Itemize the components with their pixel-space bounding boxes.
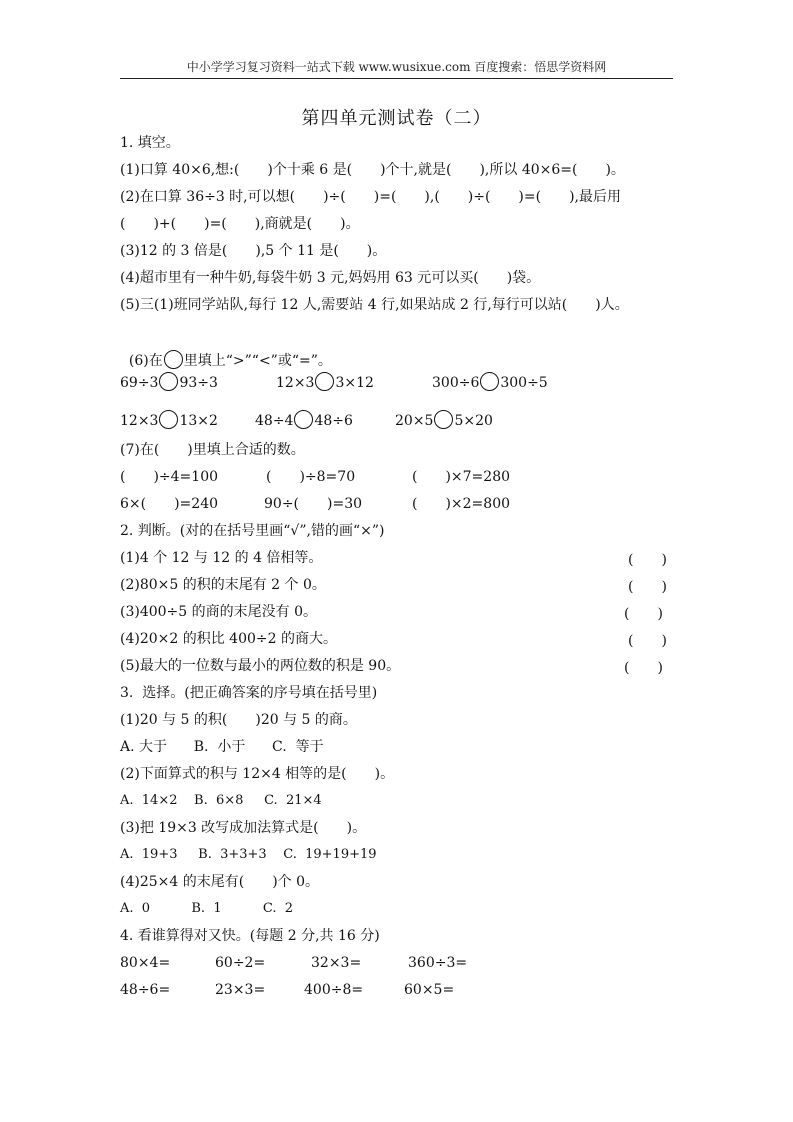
judge-item: (1)4 个 12 与 12 的 4 倍相等。: [120, 550, 323, 566]
question-1-2b: ( )+( )=( ),商就是( )。: [120, 216, 360, 232]
question-1-2a: (2)在口算 36÷3 时,可以想( )÷( )=( ),( )÷( )=( ),最后用: [120, 189, 621, 205]
judge-answer-paren[interactable]: ( ): [628, 552, 667, 568]
judge-item: (4)20×2 的积比 400÷2 的商大。: [120, 631, 337, 647]
choice-question-1: (1)20 与 5 的积( )20 与 5 的商。: [120, 712, 357, 728]
question-1-7: (7)在( )里填上合适的数。: [120, 442, 305, 458]
calc-item: 23×3=: [215, 982, 266, 998]
fill-item: ( )×7=280: [412, 469, 511, 485]
calc-item: 48÷6=: [120, 982, 171, 998]
fill-item: 6×( )=240: [120, 496, 219, 512]
judge-answer-paren[interactable]: ( ): [624, 660, 663, 676]
choice-question-2: (2)下面算式的积与 12×4 相等的是( )。: [120, 766, 395, 782]
judge-answer-paren[interactable]: ( ): [628, 633, 667, 649]
calc-item: 32×3=: [311, 955, 362, 971]
compare-item: 300÷6 300÷5: [432, 372, 548, 392]
question-1-3: (3)12 的 3 倍是( ),5 个 11 是( )。: [120, 243, 387, 259]
fill-item: ( )÷4=100: [120, 469, 219, 485]
compare-item: 12×3 3×12: [276, 372, 374, 392]
fill-item: ( )×2=800: [412, 496, 511, 512]
choice-options-3: A. 19+3 B. 3+3+3 C. 19+19+19: [120, 847, 377, 862]
section-4-heading: 4. 看谁算得对又快。(每题 2 分,共 16 分): [120, 928, 380, 944]
compare-circle[interactable]: [434, 410, 453, 429]
choice-options-4: A. 0 B. 1 C. 2: [120, 901, 294, 916]
page-title: 第四单元测试卷（二）: [301, 108, 492, 129]
compare-circle[interactable]: [159, 410, 178, 429]
section-3-heading: 3. 选择。(把正确答案的序号填在括号里): [120, 685, 378, 701]
question-1-1: (1)口算 40×6,想:( )个十乘 6 是( )个十,就是( ),所以 40×6=( )。: [120, 162, 625, 178]
question-1-5: (5)三(1)班同学站队,每行 12 人,需要站 4 行,如果站成 2 行,每行可以站( )人。: [120, 297, 629, 313]
judge-item: (5)最大的一位数与最小的两位数的积是 90。: [120, 658, 401, 674]
compare-item: 48÷4 48÷6: [255, 410, 353, 430]
calc-item: 400÷8=: [304, 982, 364, 998]
circle-blank-icon: [164, 350, 183, 369]
calc-item: 80×4=: [120, 955, 171, 971]
question-1-6-prefix: (6)在: [128, 353, 163, 369]
compare-circle[interactable]: [480, 372, 499, 391]
page-header: 中小学学习复习资料一站式下载 www.wusixue.com 百度搜索：悟思学资料网: [120, 58, 673, 79]
compare-circle[interactable]: [294, 410, 313, 429]
question-1-6: [120, 332, 332, 370]
choice-options-1: A. 大于 B. 小于 C. 等于: [120, 739, 324, 755]
choice-question-4: (4)25×4 的末尾有( )个 0。: [120, 874, 320, 890]
compare-circle[interactable]: [159, 372, 178, 391]
judge-answer-paren[interactable]: ( ): [624, 606, 663, 622]
question-1-4: (4)超市里有一种牛奶,每袋牛奶 3 元,妈妈用 63 元可以买( )袋。: [120, 270, 541, 286]
choice-options-2: A. 14×2 B. 6×8 C. 21×4: [120, 793, 322, 808]
section-2-heading: 2. 判断。(对的在括号里画“√”,错的画“×”): [120, 523, 385, 539]
judge-item: (3)400÷5 的商的末尾没有 0。: [120, 604, 317, 620]
calc-item: 60×5=: [404, 982, 455, 998]
compare-item: 20×5 5×20: [395, 410, 493, 430]
choice-question-3: (3)把 19×3 改写成加法算式是( )。: [120, 820, 367, 836]
compare-item: 69÷3 93÷3: [120, 372, 218, 392]
calc-item: 60÷2=: [215, 955, 266, 971]
judge-answer-paren[interactable]: ( ): [628, 579, 667, 595]
compare-circle[interactable]: [315, 372, 334, 391]
question-1-6-suffix: 里填上“>”“<”或“=”。: [183, 353, 332, 369]
section-1-heading: 1. 填空。: [120, 135, 180, 151]
judge-item: (2)80×5 的积的末尾有 2 个 0。: [120, 577, 326, 593]
compare-item: 12×3 13×2: [120, 410, 218, 430]
fill-item: 90÷( )=30: [264, 496, 363, 512]
calc-item: 360÷3=: [408, 955, 468, 971]
fill-item: ( )÷8=70: [266, 469, 356, 485]
